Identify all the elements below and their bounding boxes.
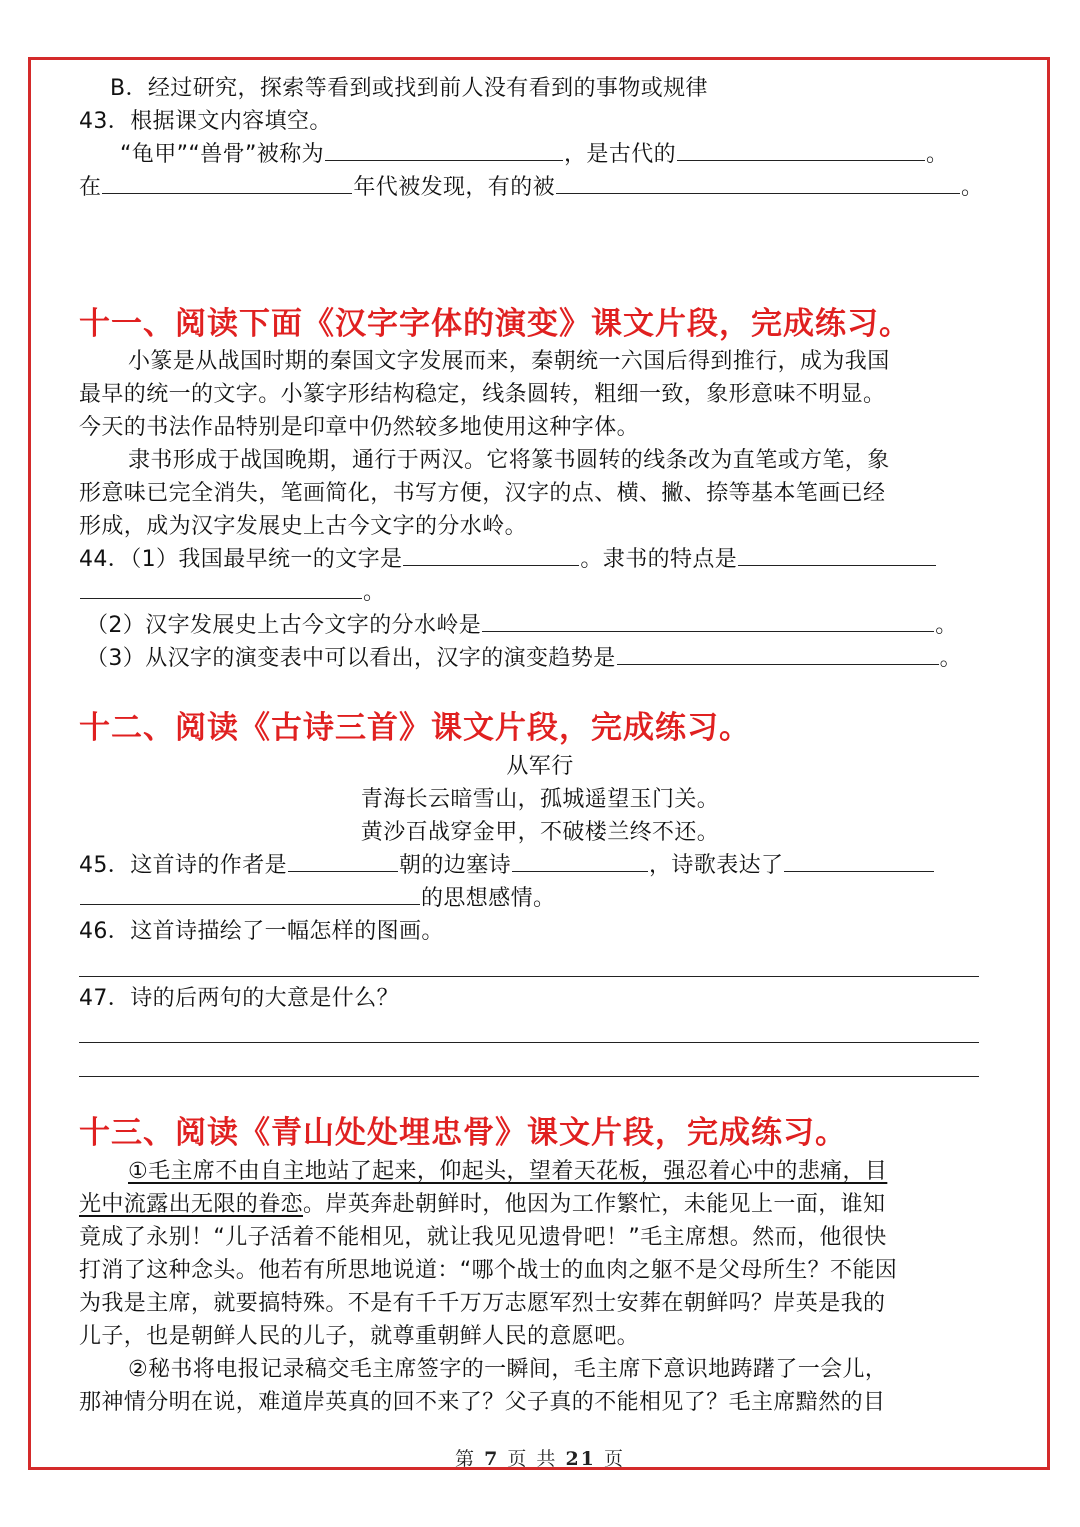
s11-p1-line3: 今天的书法作品特别是印章中仍然较多地使用这种字体。	[79, 415, 640, 440]
footer-text: 页 共	[507, 1448, 558, 1470]
page-number	[0, 1444, 1080, 1471]
q47-answer-line-1[interactable]	[79, 1042, 979, 1043]
q44-1	[79, 543, 937, 576]
q45-text: 的思想感情。	[421, 886, 556, 911]
s13-p1-line4: 打消了这种念头。他若有所思地说道：“哪个战士的血肉之躯不是父母所生？不能因	[79, 1258, 898, 1283]
q47: 47．诗的后两句的大意是什么？	[79, 986, 399, 1011]
s11-p2-line1: 隶书形成于战国晚期，通行于两汉。它将篆书圆转的线条改为直笔或方笔，象	[128, 448, 890, 473]
s13-p1-line1-underlined: ①毛主席不由自主地站了起来，仰起头，望着天花板，强忍着心中的悲痛，目	[128, 1159, 888, 1184]
q45-text: 45．这首诗的作者是	[79, 853, 287, 878]
footer-text: 第	[455, 1448, 477, 1470]
s11-p2-line2: 形意味已完全消失，笔画简化，书写方便，汉字的点、横、撇、捺等基本笔画已经	[79, 481, 886, 506]
q43-blank-4[interactable]	[556, 171, 960, 194]
q44-text: 。隶书的特点是	[580, 547, 738, 572]
q44-2	[86, 609, 958, 642]
q44-1-cont	[79, 576, 385, 609]
current-page: 7	[484, 1448, 500, 1470]
s11-p1-line1: 小篆是从战国时期的秦国文字发展而来，秦朝统一六国后得到推行，成为我国	[128, 349, 890, 374]
q44-blank-4[interactable]	[617, 642, 939, 665]
q43-text: “龟甲”“兽骨”被称为	[120, 142, 324, 167]
q43-text: ，是古代的	[564, 142, 677, 167]
q44-blank-2[interactable]	[738, 543, 936, 566]
s13-text: 。岸英奔赴朝鲜时，他因为工作繁忙，未能见上一面，谁知	[303, 1192, 886, 1217]
q44-3	[86, 642, 962, 675]
poem-line-2: 黄沙百战穿金甲，不破楼兰终不还。	[360, 820, 720, 845]
q46-answer-line[interactable]	[79, 976, 979, 977]
q43-prompt: 43．根据课文内容填空。	[79, 109, 332, 134]
q44-text: 。	[939, 646, 963, 671]
s13-p2-line2: 那神情分明在说，难道岸英真的回不来了？父子真的不能相见了？毛主席黯然的目	[79, 1390, 886, 1415]
q44-text: （2）汉字发展史上古今文字的分水岭是	[86, 613, 482, 638]
q43-text: 年代被发现，有的被	[353, 175, 556, 200]
q45-blank-2[interactable]	[512, 849, 648, 872]
q44-text: 。	[935, 613, 958, 638]
total-pages: 21	[565, 1448, 596, 1470]
section-11-heading: 十一、阅读下面《汉字字体的演变》课文片段，完成练习。	[79, 306, 911, 342]
q45-text: 朝的边塞诗	[399, 853, 512, 878]
q46: 46．这首诗描绘了一幅怎样的图画。	[79, 919, 444, 944]
q43-text: 。	[926, 142, 949, 167]
q44-text: （3）从汉字的演变表中可以看出，汉字的演变趋势是	[86, 646, 616, 671]
q45-blank-3-cont[interactable]	[80, 882, 420, 905]
q43-blank-2[interactable]	[677, 138, 925, 161]
q43-line2	[79, 171, 983, 204]
q42-option-b: B．经过研究，探索等看到或找到前人没有看到的事物或规律	[110, 76, 708, 101]
q45-text: ，诗歌表达了	[649, 853, 784, 878]
s11-p2-line3: 形成，成为汉字发展史上古今文字的分水岭。	[79, 514, 528, 539]
q43-text: 在	[79, 175, 102, 200]
s13-p1-line3: 竟成了永别！“儿子活着不能相见，就让我见见遗骨吧！”毛主席想。然而，他很快	[79, 1225, 887, 1250]
q43-text: 。	[961, 175, 984, 200]
q44-blank-3[interactable]	[482, 609, 934, 632]
q43-blank-3[interactable]	[102, 171, 352, 194]
poem-title: 从军行	[506, 754, 574, 779]
s13-p1-line5: 为我是主席，就要搞特殊。不是有千千万万志愿军烈士安葬在朝鲜吗？岸英是我的	[79, 1291, 886, 1316]
s13-underlined-text: 光中流露出无限的眷恋	[79, 1192, 304, 1217]
q43-blank-1[interactable]	[325, 138, 563, 161]
s11-p1-line2: 最早的统一的文字。小篆字形结构稳定，线条圆转，粗细一致，象形意味不明显。	[79, 382, 886, 407]
q45-cont	[79, 882, 555, 915]
q45-blank-3[interactable]	[784, 849, 934, 872]
s13-p1-line2	[79, 1188, 885, 1221]
s13-p1-line6: 儿子，也是朝鲜人民的儿子，就尊重朝鲜人民的意愿吧。	[79, 1324, 640, 1349]
q44-blank-2-cont[interactable]	[80, 576, 362, 599]
q45-blank-1[interactable]	[288, 849, 398, 872]
s13-p2-line1: ②秘书将电报记录稿交毛主席签字的一瞬间，毛主席下意识地踌躇了一会儿，	[128, 1357, 888, 1382]
q44-text: 。	[363, 580, 386, 605]
poem-line-1: 青海长云暗雪山，孤城遥望玉门关。	[360, 787, 720, 812]
q45	[79, 849, 935, 882]
q47-answer-line-2[interactable]	[79, 1076, 979, 1077]
section-13-heading: 十三、阅读《青山处处埋忠骨》课文片段，完成练习。	[79, 1115, 847, 1151]
q44-text: 44．（1）我国最早统一的文字是	[79, 547, 403, 572]
q44-blank-1[interactable]	[403, 543, 579, 566]
section-12-heading: 十二、阅读《古诗三首》课文片段，完成练习。	[79, 710, 751, 746]
q43-line1	[120, 138, 948, 171]
footer-text: 页	[603, 1448, 625, 1470]
